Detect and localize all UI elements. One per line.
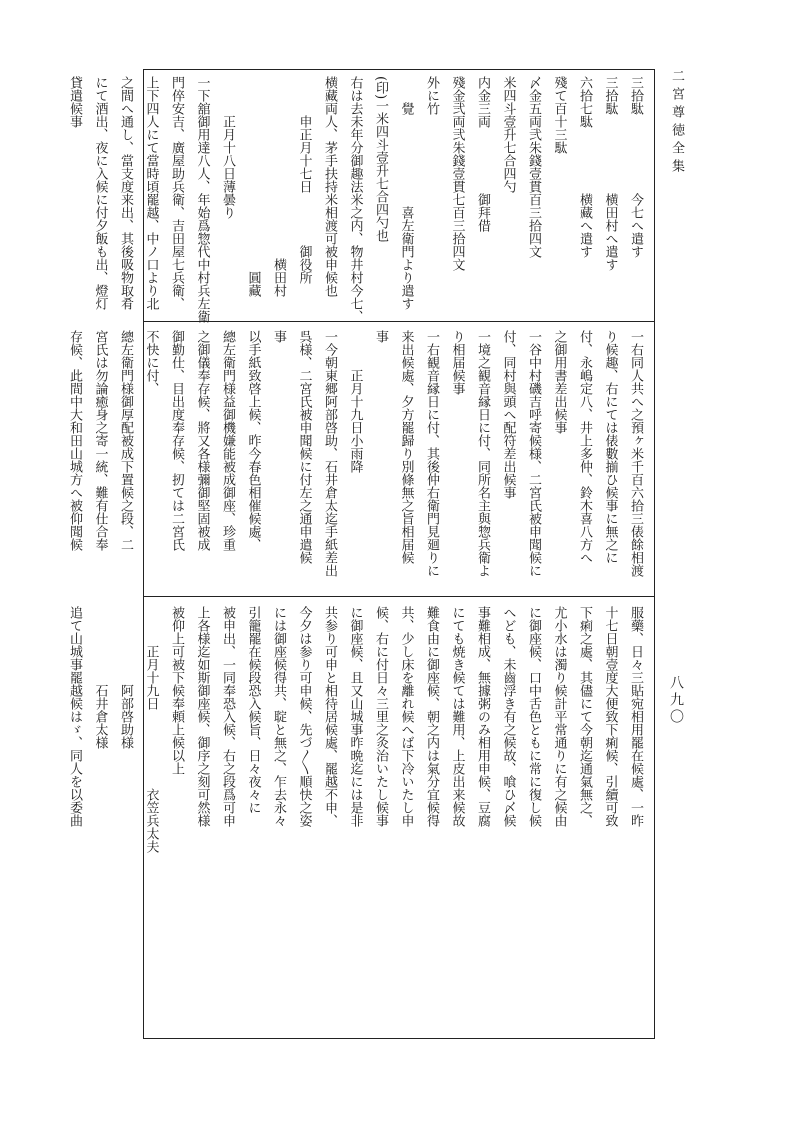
text-line: 圓藏 [245,76,261,297]
text-line: 候、右に付日々三里之灸治いたし候事 [373,606,388,827]
text-line: 六拾七駄 横藏へ遣す [577,76,592,258]
text-line: 服藥、日々三貼宛相用罷在候處、一昨 [628,606,643,827]
text-line: 之御用書差出候事 [551,330,567,434]
text-block-1 [67,76,648,323]
text-line: 付、同村與頭へ配符差出候事 [500,330,516,499]
text-line: 横田村 [271,76,286,297]
text-line: 横藏両人、茅手扶持米相渡可被申候也 [322,76,337,297]
text-line: 不快に付、 [143,330,159,395]
text-line: 貸遣候事 [67,76,82,128]
text-line: 正月十九日 衣笠兵太夫 [143,606,159,853]
text-line: 内金三両 御拜借 [475,76,490,232]
text-line: 一境之観音縁日に付、同所名主與惣兵衛よ [475,330,490,577]
page-number: 八九〇 [668,675,684,726]
text-line: 正月十八日薄曇り [220,76,235,219]
text-line: 門倅安吉、廣屋助兵衛、吉田屋七兵衛、 [169,76,184,310]
text-line: (印)一米四斗壹升七合四勺也 [373,76,388,243]
text-line: 一谷中村磯吉呼寄候様、二宮氏被申聞候に [526,330,541,577]
text-line: り相届候事 [449,330,465,395]
text-line: 尤小水は濁り候計平常通りに有之候由 [551,606,567,827]
text-line: にても焼き候ては難用、上皮出来候故 [449,606,465,827]
text-line: 外に竹 [424,76,439,115]
text-line: 三拾駄 今七へ遣す [628,76,643,258]
text-line: 一右観音縁日に付、其後仲右衛門見廻りに [424,330,439,577]
text-line: 上下四人にて當時頃罷越、中ノ口より北 [143,76,159,310]
text-line: 之間へ通し、當支度来出、其後吸物取肴 [118,76,133,310]
text-line: 存候、此間中大和田山城方へ被仰聞候 [67,330,82,551]
text-line: 上各様迄如斯御座候、御序之刻可然様 [194,606,210,827]
text-line: 一下舘御用達八人、年始爲惣代中村兵左衛 [194,76,210,323]
text-line: 宮氏は勿論癒身之寄一統、難有仕合奉 [92,330,108,551]
block-divider-2 [143,596,655,597]
text-line: 呉様、二宮氏被申聞候に付左之通申遣候 [296,330,312,564]
text-line: にて酒出、夜に入候に付夕飯も出、燈灯 [92,76,108,310]
text-line: 今夕は参り可申候、先づ〳〵順快之姿 [296,606,312,827]
text-line: 下痢之處、其儘にて今朝迄通氣無之、 [577,606,592,827]
text-line: 以手紙致啓上候、昨今春色相催候處、 [245,330,261,551]
text-line: 正月十九日小雨降 [347,330,363,473]
text-line: 難食由に御座候、朝之内は氣分宜候得 [424,606,439,827]
text-line: 一今朝東郷阿部啓助、石井倉太迄手紙差出 [322,330,337,577]
text-line: に御座候、且又山城事昨晩迄には是非 [347,606,363,827]
text-block-3 [67,606,648,1032]
text-line: に御座候、口中舌色ともに常に復し候 [526,606,541,827]
text-line: 殘て百十三駄 [551,76,567,154]
text-line: 共、少し床を離れ候へば下冷いたし申 [398,606,414,827]
text-line: 御勤仕、目出度奉存候、扨ては二宮氏 [169,330,184,551]
text-line: へども、未齒浮き有之候故、喰ひ〆候 [500,606,516,827]
text-line: 共参り可申と相待居候處、罷越不申、 [322,606,337,827]
text-line: 事 [271,330,286,343]
text-line: 總左衛門様益御機嫌能被成御座、珍重 [220,330,235,551]
text-line: 引籠罷在候段恐入候旨、日々夜々に [245,606,261,814]
text-line: には御座候得共、聢と無之、乍去永々 [271,606,286,827]
text-line: 右は去未年分御趣法米之内、物井村今七、 [347,76,363,323]
text-line: り候趣、右にては俵數揃ひ候事に無之に [602,330,618,564]
text-line: 事難相成、無據粥のみ相用申候、豆腐 [475,606,490,827]
text-line: 三拾駄 横田村へ遣す [602,76,618,271]
text-line: 之御儀奉存候、將又各様彌御堅固被成 [194,330,210,551]
text-line: 十七日朝壹度大便致下痢候、引續可致 [602,606,618,827]
text-line: 石井倉太様 [92,606,108,749]
block-divider-1 [143,321,655,322]
text-line: 追て山城事罷越候はゞ、同人を以委曲 [67,606,82,827]
running-header: 二宮尊徳全集 [669,69,684,177]
text-line: 来出候處、夕方罷歸り別條無之旨相届候 [398,330,414,564]
text-line: 申正月十七日 御役所 [296,76,312,284]
text-line: 阿部啓助様 [118,606,133,749]
text-line: 米四斗壹升七合四勺 [500,76,516,193]
text-line: 總左衛門様御厚配被成下置候之段、二 [118,330,133,551]
text-line: 事 [373,330,388,343]
text-line: 〆金五両弐朱錢壹貫百三拾四文 [526,76,541,258]
text-line: 殘金弐両弐朱錢壹貫七百三拾四文 [449,76,465,271]
text-line: 付、永嶋定八、井上多仲、鈴木喜八方へ [577,330,592,564]
text-line: 被仰上可被下候奉頼上候以上 [169,606,184,775]
text-block-2 [67,330,648,586]
text-line: 被申出、一同奉恐入候、右之段爲可申 [220,606,235,827]
text-line: 一右同人共へ之預ヶ米千百六拾三俵餘相渡 [628,330,643,577]
text-line: 覺 喜左衛門より遣す [398,76,414,310]
